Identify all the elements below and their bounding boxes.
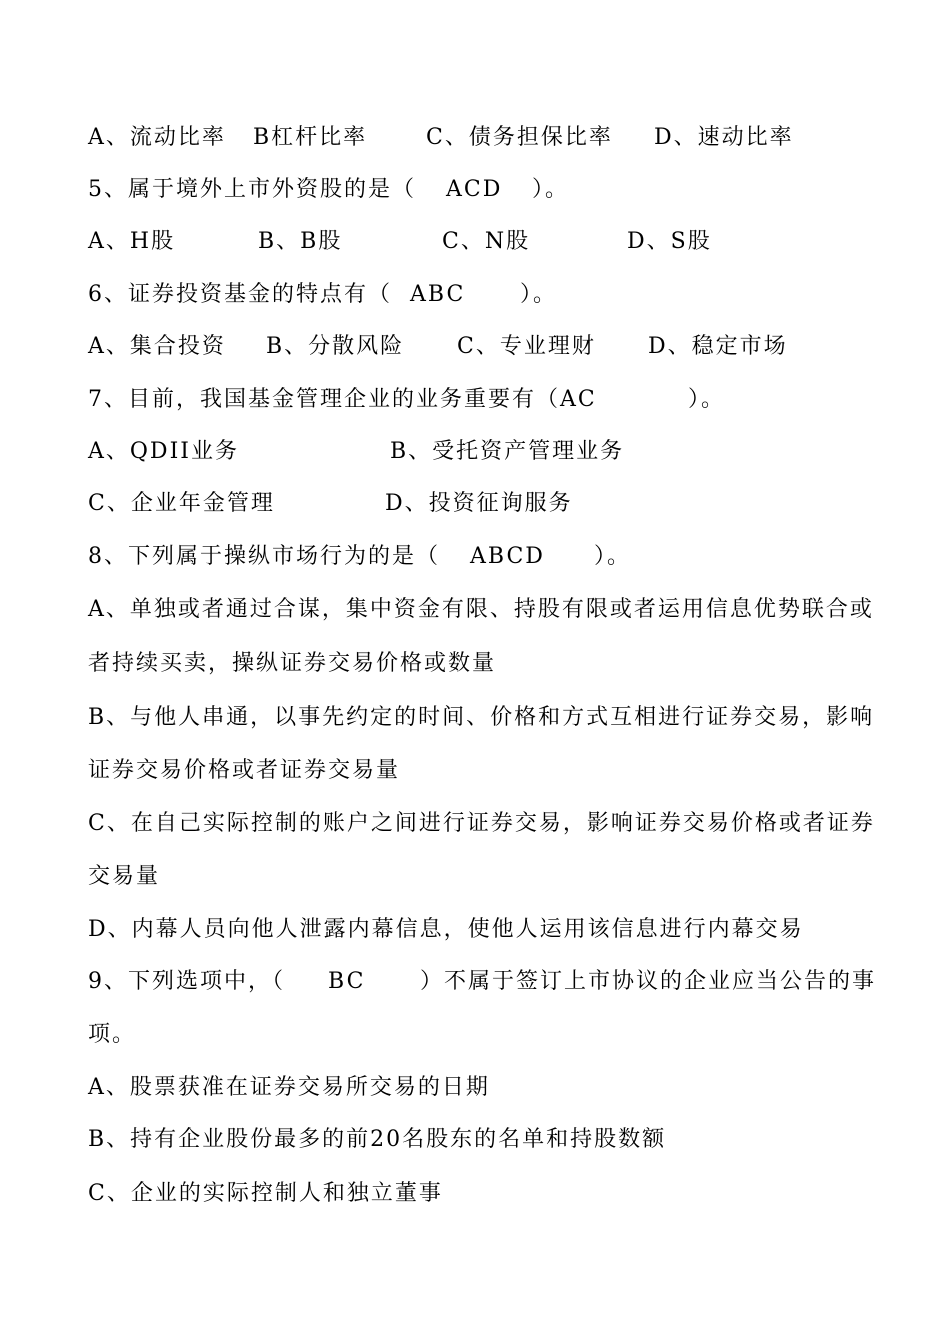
q5-option-b: B、B股 (258, 229, 343, 254)
q8-suffix: ）。 (594, 544, 632, 569)
q8-option-a-line2: 者持续买卖，操纵证券交易价格或数量 (88, 651, 497, 676)
q8-option-c-line2: 交易量 (88, 864, 161, 889)
q4-option-b: B杠杆比率 (253, 125, 368, 150)
q5-suffix: ）。 (532, 177, 570, 202)
q9-continuation: 项。 (88, 1022, 137, 1047)
q4-option-a: A、流动比率 (88, 125, 226, 150)
q8-option-b-line1: B、与他人串通，以事先约定的时间、价格和方式互相进行证券交易，影响 (88, 705, 875, 730)
q7-option-c: C、企业年金管理 (88, 491, 275, 516)
q8-option-a-line1: A、单独或者通过合谋，集中资金有限、持股有限或者运用信息优势联合或 (88, 597, 874, 622)
q8-text: 8、下列属于操纵市场行为的是（ (88, 544, 440, 569)
q6-answer: ABC (410, 282, 466, 307)
q7-text: 7、目前，我国基金管理企业的业务重要有（AC (88, 387, 597, 412)
q5-option-c: C、N股 (442, 229, 531, 254)
q6-option-c: C、专业理财 (457, 334, 596, 359)
q9-answer: BC (328, 969, 366, 994)
q8-option-d: D、内幕人员向他人泄露内幕信息，使他人运用该信息进行内幕交易 (88, 917, 804, 942)
q7-suffix: ）。 (688, 387, 726, 412)
q6-option-a: A、集合投资 (88, 334, 226, 359)
q6-text: 6、证券投资基金的特点有（ (88, 282, 392, 307)
q9-text: 9、下列选项中，（ (88, 969, 285, 994)
q5-text: 5、属于境外上市外资股的是（ (88, 177, 416, 202)
q5-answer: ACD (446, 177, 503, 202)
q6-suffix: ）。 (520, 282, 558, 307)
q5-option-d: D、S股 (627, 229, 712, 254)
q4-option-c: C、债务担保比率 (426, 125, 613, 150)
q4-option-d: D、速动比率 (654, 125, 794, 150)
q9-suffix: ）不属于签订上市协议的企业应当公告的事 (420, 969, 877, 994)
q6-option-d: D、稳定市场 (648, 334, 788, 359)
q9-option-a: A、股票获准在证券交易所交易的日期 (88, 1075, 490, 1100)
q9-option-b: B、持有企业股份最多的前20名股东的名单和持股数额 (88, 1127, 667, 1152)
q9-option-c: C、企业的实际控制人和独立董事 (88, 1181, 443, 1206)
q6-option-b: B、分散风险 (266, 334, 405, 359)
q7-option-d: D、投资征询服务 (385, 491, 573, 516)
q8-option-c-line1: C、在自己实际控制的账户之间进行证券交易，影响证券交易价格或者证券 (88, 811, 875, 836)
q5-option-a: A、H股 (88, 229, 176, 254)
q8-answer: ABCD (470, 544, 545, 569)
q8-option-b-line2: 证券交易价格或者证券交易量 (88, 758, 401, 783)
q7-option-a: A、QDII业务 (88, 439, 239, 464)
q7-option-b: B、受托资产管理业务 (390, 439, 625, 464)
